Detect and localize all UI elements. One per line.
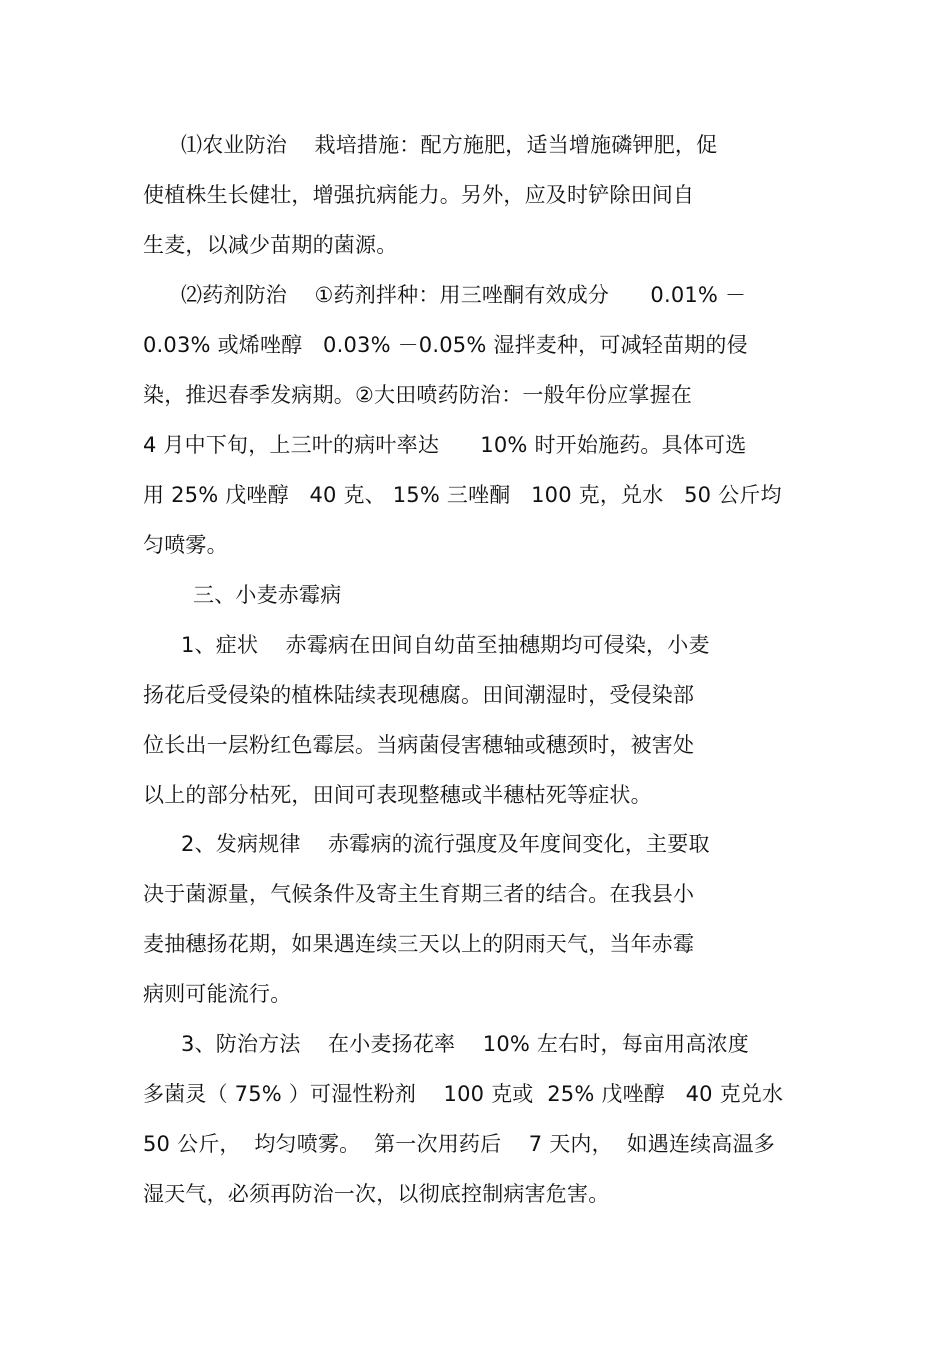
text-line: 染，推迟春季发病期。②大田喷药防治：一般年份应掌握在 (143, 383, 693, 407)
text-line: 1、症状 赤霉病在田间自幼苗至抽穗期均可侵染，小麦 (181, 633, 710, 657)
text-line: 多菌灵（ 75% ）可湿性粉剂 100 克或 25% 戊唑醇 40 克兑水 (143, 1082, 784, 1106)
text-line: 4 月中下旬，上三叶的病叶率达 10% 时开始施药。具体可选 (143, 433, 747, 457)
text-line: 病则可能流行。 (143, 982, 292, 1006)
section-heading: 三、小麦赤霉病 (193, 583, 342, 607)
text-line: 湿天气，必须再防治一次，以彻底控制病害危害。 (143, 1182, 610, 1206)
text-line: 生麦，以减少苗期的菌源。 (143, 233, 398, 257)
text-line: 位长出一层粉红色霉层。当病菌侵害穗轴或穗颈时，被害处 (143, 733, 695, 757)
text-line: 3、防治方法 在小麦扬花率 10% 左右时，每亩用高浓度 (181, 1032, 749, 1056)
text-line: 扬花后受侵染的植株陆续表现穗腐。田间潮湿时，受侵染部 (143, 683, 695, 707)
text-line: ⑴农业防治 栽培措施：配方施肥，适当增施磷钾肥，促 (181, 133, 718, 157)
text-line: 使植株生长健壮，增强抗病能力。另外，应及时铲除田间自 (143, 183, 695, 207)
text-line: 50 公斤， 均匀喷雾。 第一次用药后 7 天内， 如遇连续高温多 (143, 1132, 775, 1156)
text-line: 0.03% 或烯唑醇 0.03% －0.05% 湿拌麦种，可减轻苗期的侵 (143, 333, 748, 357)
text-line: 决于菌源量，气候条件及寄主生育期三者的结合。在我县小 (143, 882, 695, 906)
text-line: 以上的部分枯死，田间可表现整穗或半穗枯死等症状。 (143, 783, 652, 807)
text-line: 用 25% 戊唑醇 40 克、 15% 三唑酮 100 克，兑水 50 公斤均 (143, 483, 782, 507)
text-line: ⑵药剂防治 ①药剂拌种：用三唑酮有效成分 0.01% － (181, 283, 747, 307)
text-line: 匀喷雾。 (143, 533, 228, 557)
text-line: 2、发病规律 赤霉病的流行强度及年度间变化，主要取 (181, 832, 710, 856)
text-line: 麦抽穗扬花期，如果遇连续三天以上的阴雨天气，当年赤霉 (143, 932, 695, 956)
